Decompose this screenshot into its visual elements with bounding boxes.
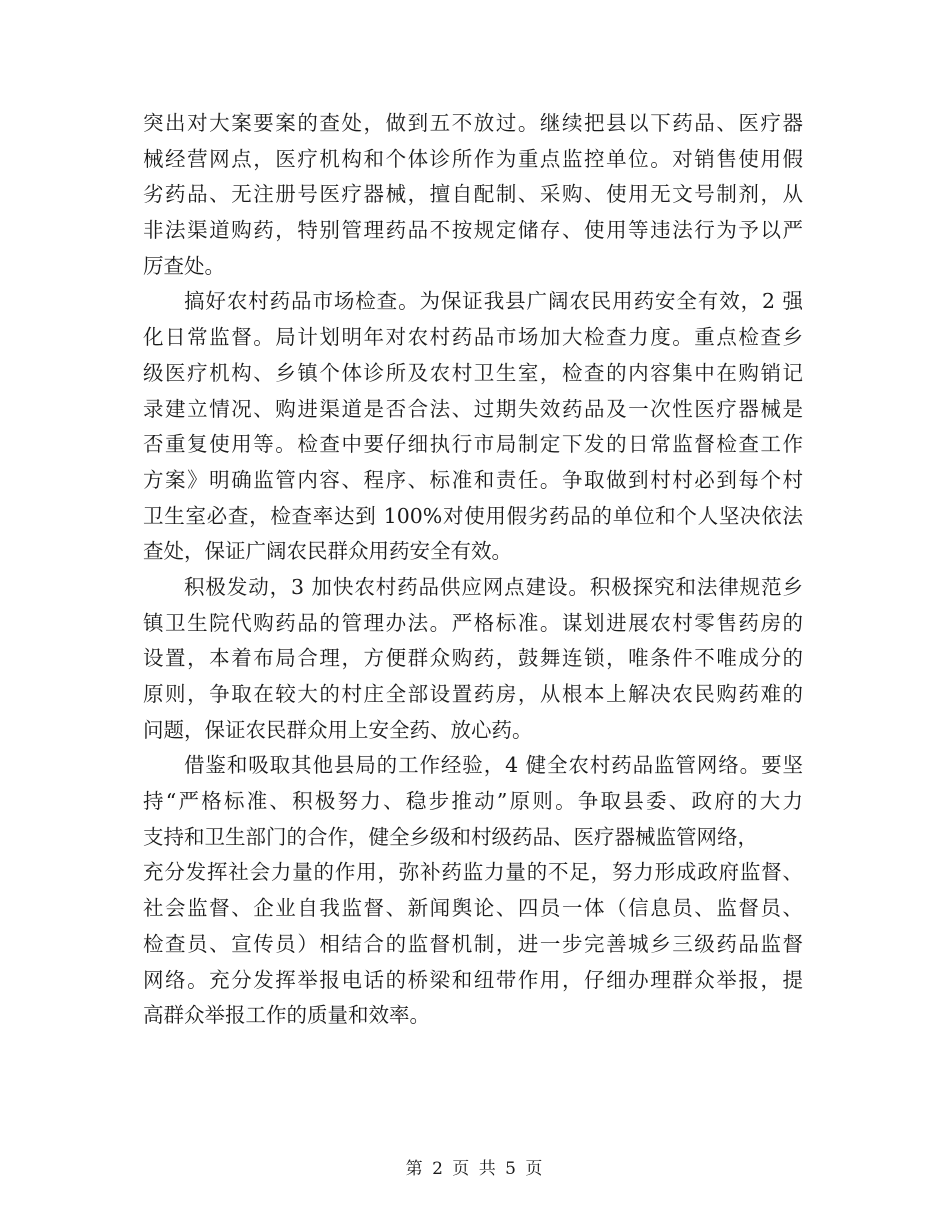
text-line: 非法渠道购药，特别管理药品不按规定储存、使用等违法行为予以严 [143,218,803,243]
text-line: 支持和卫生部门的合作，健全乡级和村级药品、医疗器械监管网络， [143,824,758,849]
text-line: 厉查处。 [143,253,225,278]
text-line: 积极发动，3 加快农村药品供应网点建设。积极探究和法律规范乡 [184,574,803,599]
text-line: 否重复使用等。检查中要仔细执行市局制定下发的日常监督检查工作 [143,432,803,457]
text-line: 持“严格标准、积极努力、稳步推动”原则。争取县委、政府的大力 [143,789,803,814]
text-line: 社会监督、企业自我监督、新闻舆论、四员一体（信息员、监督员、 [143,896,803,921]
text-line: 查处，保证广阔农民群众用药安全有效。 [143,539,512,564]
text-line: 级医疗机构、乡镇个体诊所及农村卫生室，检查的内容集中在购销记 [143,360,803,385]
text-line: 网络。充分发挥举报电话的桥梁和纽带作用，仔细办理群众举报，提 [143,967,803,992]
text-line: 化日常监督。局计划明年对农村药品市场加大检查力度。重点检查乡 [143,325,803,350]
text-line: 原则，争取在较大的村庄全部设置药房，从根本上解决农民购药难的 [143,682,803,706]
text-line: 卫生室必查，检查率达到 100%对使用假劣药品的单位和个人坚决依法 [143,503,803,528]
text-line: 问题，保证农民群众用上安全药、放心药。 [143,717,533,742]
page-number-footer: 第 2 页 共 5 页 [405,1159,545,1179]
text-line: 方案》明确监管内容、程序、标准和责任。争取做到村村必到每个村 [143,467,803,492]
text-line: 检查员、宣传员）相结合的监督机制，进一步完善城乡三级药品监督 [143,931,803,956]
text-line: 搞好农村药品市场检查。为保证我县广阔农民用药安全有效，2 强 [184,289,803,314]
text-line: 借鉴和吸取其他县局的工作经验，4 健全农村药品监管网络。要坚 [184,753,803,778]
text-line: 镇卫生院代购药品的管理办法。严格标准。谋划进展农村零售药房的 [143,610,803,635]
document-body [143,106,803,1034]
text-line: 设置，本着布局合理，方便群众购药，鼓舞连锁，唯条件不唯成分的 [143,646,803,671]
text-line: 械经营网点，医疗机构和个体诊所作为重点监控单位。对销售使用假 [143,146,803,171]
text-line: 突出对大案要案的查处，做到五不放过。继续把县以下药品、医疗器 [143,111,803,135]
text-line: 高群众举报工作的质量和效率。 [143,1003,430,1028]
text-line: 录建立情况、购进渠道是否合法、过期失效药品及一次性医疗器械是 [143,396,803,421]
text-line: 劣药品、无注册号医疗器械，擅自配制、采购、使用无文号制剂，从 [143,182,803,207]
text-line: 充分发挥社会力量的作用，弥补药监力量的不足，努力形成政府监督、 [143,860,803,885]
